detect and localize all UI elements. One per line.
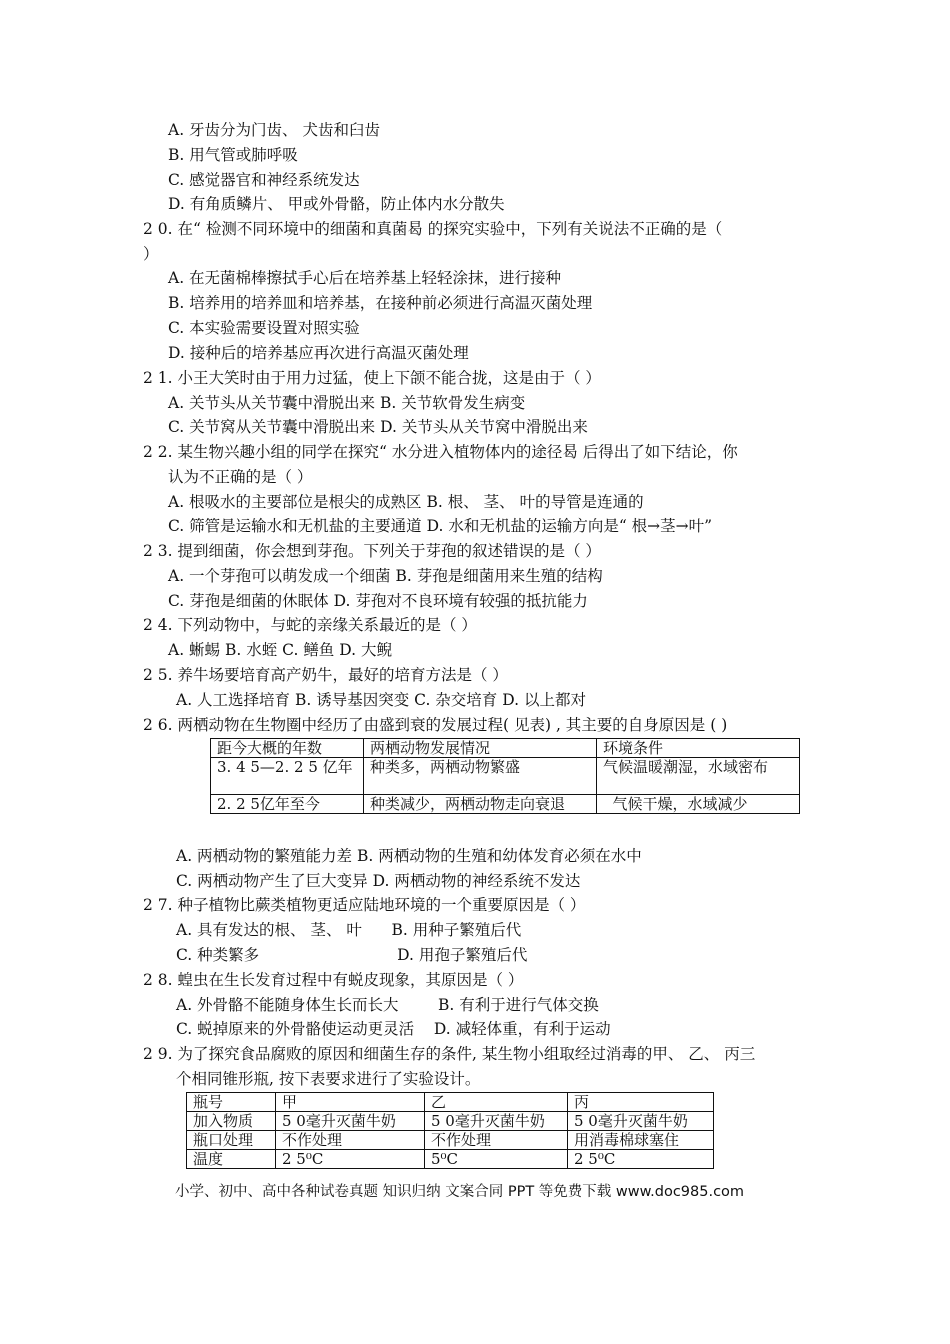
q21-stem: 2 1. 小王大笑时由于用力过猛，使上下颌不能合拢，这是由于（ ） bbox=[143, 369, 601, 387]
table-header-cell: 距今大概的年数 bbox=[211, 739, 364, 758]
table-cell: 2 5⁰C bbox=[568, 1150, 714, 1169]
table-cell: 2 5⁰C bbox=[276, 1150, 425, 1169]
table-cell: 不作处理 bbox=[425, 1131, 568, 1150]
q24-stem: 2 4. 下列动物中，与蛇的亲缘关系最近的是（ ） bbox=[143, 616, 477, 634]
table-row bbox=[187, 1131, 714, 1150]
q29-stem-cont: 个相同锥形瓶, 按下表要求进行了实验设计。 bbox=[176, 1070, 481, 1088]
q20-option-b: B. 培养用的培养皿和培养基，在接种前必须进行高温灭菌处理 bbox=[168, 294, 593, 312]
table-cell: 加入物质 bbox=[187, 1112, 276, 1131]
q26-table bbox=[210, 738, 800, 814]
table-cell: 气候温暖潮湿，水域密布 bbox=[597, 758, 800, 795]
table-row bbox=[211, 795, 800, 814]
table-header-cell: 两栖动物发展情况 bbox=[364, 739, 597, 758]
q19-option-b: B. 用气管或肺呼吸 bbox=[168, 146, 298, 164]
q22-stem: 2 2. 某生物兴趣小组的同学在探究“ 水分进入植物体内的途径曷 后得出了如下结论，你 bbox=[143, 443, 738, 461]
page-footer: 小学、初中、高中各种试卷真题 知识归纳 文案合同 PPT 等免费下载 www.doc985.com bbox=[175, 1184, 745, 1200]
table-cell: 5⁰C bbox=[425, 1150, 568, 1169]
q27-option-ab: A. 具有发达的根、 茎、 叶 B. 用种子繁殖后代 bbox=[176, 921, 522, 939]
table-cell: 3. 4 5—2. 2 5 亿年 bbox=[211, 758, 364, 795]
q23-option-ab: A. 一个芽孢可以萌发成一个细菌 B. 芽孢是细菌用来生殖的结构 bbox=[168, 567, 603, 585]
table-header-cell: 瓶号 bbox=[187, 1093, 276, 1112]
q21-option-cd: C. 关节窝从关节囊中滑脱出来 D. 关节头从关节窝中滑脱出来 bbox=[168, 418, 588, 436]
table-row bbox=[187, 1150, 714, 1169]
q20-stem-cont: ） bbox=[143, 245, 159, 263]
q23-stem: 2 3. 提到细菌，你会想到芽孢。下列关于芽孢的叙述错误的是（ ） bbox=[143, 542, 601, 560]
q25-stem: 2 5. 养牛场要培育高产奶牛，最好的培育方法是（ ） bbox=[143, 666, 508, 684]
q27-stem: 2 7. 种子植物比蕨类植物更适应陆地环境的一个重要原因是（ ） bbox=[143, 896, 586, 914]
q22-option-ab: A. 根吸水的主要部位是根尖的成熟区 B. 根、 茎、 叶的导管是连通的 bbox=[168, 493, 644, 511]
table-header-row bbox=[211, 739, 800, 758]
table-cell: 种类多，两栖动物繁盛 bbox=[364, 758, 597, 795]
q26-option-ab: A. 两栖动物的繁殖能力差 B. 两栖动物的生殖和幼体发育必须在水中 bbox=[176, 847, 642, 865]
table-header-cell: 丙 bbox=[568, 1093, 714, 1112]
q19-option-d: D. 有角质鳞片、 甲或外骨骼，防止体内水分散失 bbox=[168, 195, 505, 213]
q26-stem: 2 6. 两栖动物在生物圈中经历了由盛到衰的发展过程( 见表) , 其主要的自身原因是 ( ) bbox=[143, 716, 728, 734]
q28-option-ab: A. 外骨骼不能随身体生长而长大 B. 有利于进行气体交换 bbox=[176, 996, 599, 1014]
table-row bbox=[187, 1112, 714, 1131]
table-cell: 5 0毫升灭菌牛奶 bbox=[425, 1112, 568, 1131]
table-cell: 气候干燥，水域减少 bbox=[597, 795, 800, 814]
q28-stem: 2 8. 蝗虫在生长发育过程中有蜕皮现象，其原因是（ ） bbox=[143, 971, 524, 989]
table-row bbox=[211, 758, 800, 795]
q23-option-cd: C. 芽孢是细菌的休眠体 D. 芽孢对不良环境有较强的抵抗能力 bbox=[168, 592, 588, 610]
table-header-cell: 甲 bbox=[276, 1093, 425, 1112]
table-cell: 5 0毫升灭菌牛奶 bbox=[568, 1112, 714, 1131]
q21-option-ab: A. 关节头从关节囊中滑脱出来 B. 关节软骨发生病变 bbox=[168, 394, 526, 412]
q22-option-cd: C. 筛管是运输水和无机盐的主要通道 D. 水和无机盐的运输方向是“ 根→茎→叶” bbox=[168, 517, 713, 535]
q20-option-c: C. 本实验需要设置对照实验 bbox=[168, 319, 360, 337]
table-cell: 瓶口处理 bbox=[187, 1131, 276, 1150]
q19-option-a: A. 牙齿分为门齿、 犬齿和臼齿 bbox=[168, 121, 380, 139]
table-cell: 2. 2 5亿年至今 bbox=[211, 795, 364, 814]
table-cell: 不作处理 bbox=[276, 1131, 425, 1150]
q25-options: A. 人工选择培育 B. 诱导基因突变 C. 杂交培育 D. 以上都对 bbox=[176, 691, 586, 709]
q27-option-cd: C. 种类繁多 D. 用孢子繁殖后代 bbox=[176, 946, 528, 964]
q26-option-cd: C. 两栖动物产生了巨大变异 D. 两栖动物的神经系统不发达 bbox=[176, 872, 581, 890]
q29-stem: 2 9. 为了探究食品腐败的原因和细菌生存的条件, 某生物小组取经过消毒的甲、 乙、 丙三 bbox=[143, 1045, 756, 1063]
q24-options: A. 蜥蜴 B. 水蛭 C. 鳝鱼 D. 大鲵 bbox=[168, 641, 392, 659]
q20-stem: 2 0. 在“ 检测不同环境中的细菌和真菌曷 的探究实验中，下列有关说法不正确的是（ bbox=[143, 220, 723, 238]
table-header-cell: 环境条件 bbox=[597, 739, 800, 758]
q20-option-d: D. 接种后的培养基应再次进行高温灭菌处理 bbox=[168, 344, 469, 362]
q22-stem-cont: 认为不正确的是（ ） bbox=[168, 468, 313, 486]
q20-option-a: A. 在无菌棉棒擦拭手心后在培养基上轻轻涂抹，进行接种 bbox=[168, 269, 562, 287]
q19-option-c: C. 感觉器官和神经系统发达 bbox=[168, 171, 360, 189]
table-cell: 温度 bbox=[187, 1150, 276, 1169]
q29-table bbox=[186, 1092, 714, 1169]
q28-option-cd: C. 蜕掉原来的外骨骼使运动更灵活 D. 减轻体重，有利于运动 bbox=[176, 1020, 611, 1038]
table-cell: 种类减少，两栖动物走向衰退 bbox=[364, 795, 597, 814]
table-header-cell: 乙 bbox=[425, 1093, 568, 1112]
table-cell: 用消毒棉球塞住 bbox=[568, 1131, 714, 1150]
table-header-row bbox=[187, 1093, 714, 1112]
table-cell: 5 0毫升灭菌牛奶 bbox=[276, 1112, 425, 1131]
